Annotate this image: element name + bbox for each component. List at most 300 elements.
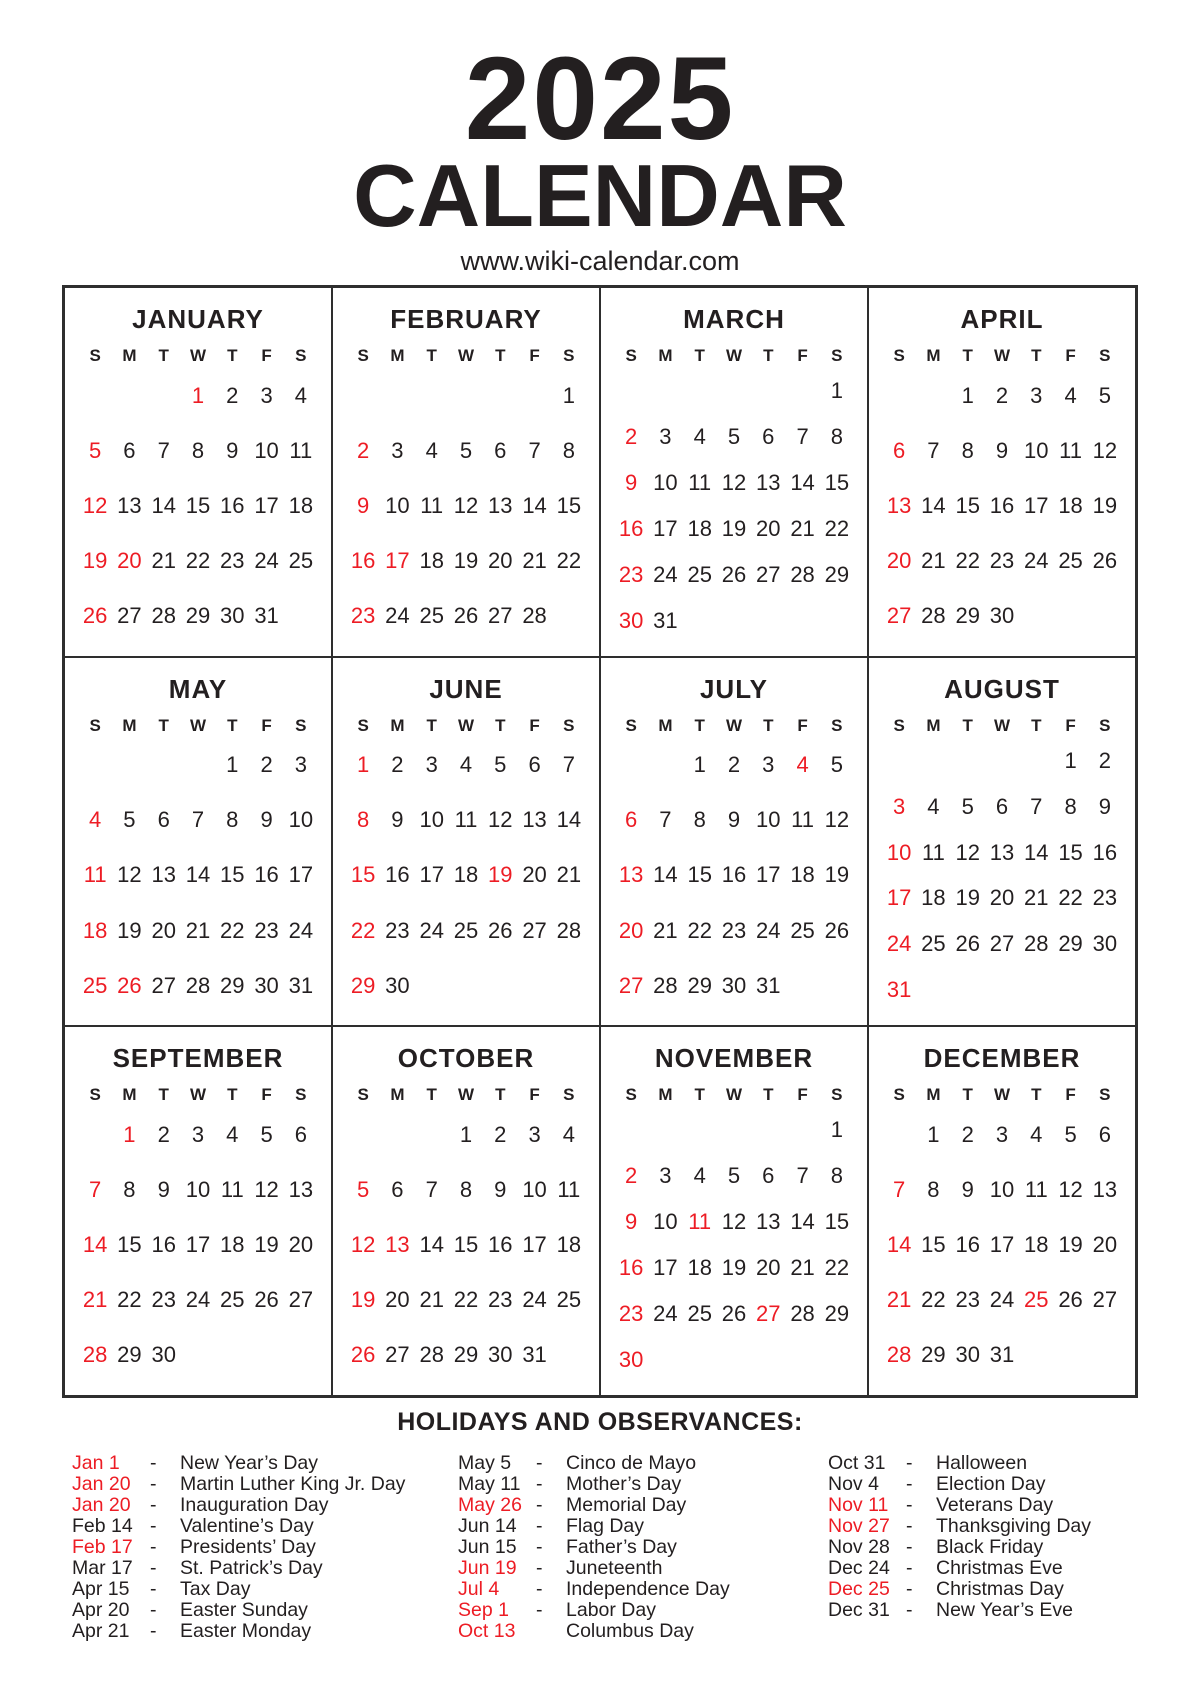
day-cell: 1	[927, 1121, 940, 1147]
holiday-date: Nov 27	[828, 1515, 890, 1537]
weekday-label: S	[357, 1085, 369, 1105]
weekday-label: M	[926, 1085, 941, 1105]
month-april	[868, 287, 1136, 657]
holiday-dash	[536, 1621, 566, 1642]
empty-day-cell	[916, 738, 950, 784]
empty-day-cell	[380, 1107, 414, 1162]
day-cell: 4	[294, 382, 307, 408]
day-cell: 17	[288, 862, 314, 888]
day-cell: 16	[220, 492, 245, 518]
holiday-date: Jul 4	[458, 1578, 500, 1600]
holiday-entry	[458, 1621, 828, 1642]
day-cell: 22	[453, 1287, 479, 1313]
day-cell: 8	[693, 807, 706, 833]
weekday-label: W	[457, 715, 475, 735]
day-cell: 10	[522, 1177, 547, 1203]
day-cell: 10	[653, 469, 678, 495]
empty-day-cell	[882, 1107, 916, 1162]
month-title: AUGUST	[944, 673, 1060, 704]
day-cell: 2	[391, 752, 404, 778]
day-cell: 8	[226, 807, 239, 833]
empty-day-cell	[415, 368, 449, 423]
weekday-label: S	[893, 715, 905, 735]
weekday-label: F	[1065, 1085, 1076, 1105]
weekday-label: S	[831, 715, 843, 735]
month-title: DECEMBER	[923, 1043, 1081, 1074]
day-cell: 24	[756, 917, 781, 943]
day-cell: 1	[191, 382, 205, 408]
day-cell: 2	[357, 437, 370, 463]
day-cell: 13	[117, 492, 142, 518]
day-cell: 28	[653, 972, 678, 998]
day-cell: 17	[886, 885, 912, 911]
day-cell: 15	[824, 1209, 850, 1235]
holiday-dash: -	[536, 1599, 543, 1621]
day-cell: 1	[459, 1121, 473, 1147]
day-cell: 20	[488, 547, 513, 573]
day-cell: 27	[989, 931, 1015, 957]
day-cell: 25	[1058, 547, 1083, 573]
day-cell: 28	[82, 1342, 108, 1368]
weekday-label: S	[893, 1085, 905, 1105]
day-cell: 29	[453, 1342, 479, 1368]
days-grid	[346, 738, 586, 1014]
day-cell: 19	[721, 515, 747, 541]
holiday-column	[828, 1453, 1200, 1642]
day-cell: 18	[82, 917, 108, 943]
day-cell: 14	[151, 492, 176, 518]
holiday-dash: -	[150, 1515, 157, 1537]
holiday-entry	[72, 1537, 458, 1558]
holiday-name: Easter Monday	[180, 1620, 312, 1642]
day-cell: 17	[254, 492, 279, 518]
month-june	[332, 657, 600, 1027]
holiday-entry	[72, 1474, 458, 1495]
day-cell: 30	[989, 603, 1015, 629]
day-cell: 5	[357, 1177, 370, 1203]
day-cell: 19	[488, 862, 513, 888]
day-cell: 18	[419, 547, 444, 573]
weekday-label: W	[189, 1085, 207, 1105]
weekday-label: F	[529, 346, 540, 365]
day-cell: 25	[687, 561, 712, 587]
day-cell: 5	[830, 752, 843, 778]
empty-day-cell	[985, 738, 1019, 784]
day-cell: 30	[220, 603, 245, 629]
holiday-entry	[458, 1558, 828, 1579]
day-cell: 16	[618, 1255, 644, 1281]
days-grid	[78, 368, 318, 644]
day-cell: 21	[921, 547, 946, 573]
holiday-date: Dec 31	[828, 1599, 890, 1621]
holiday-name: Father’s Day	[566, 1536, 677, 1558]
day-cell: 10	[989, 1177, 1015, 1203]
day-cell: 5	[1064, 1121, 1077, 1147]
weekday-label: T	[495, 715, 506, 735]
day-cell: 21	[790, 1255, 815, 1281]
holiday-name: New Year’s Day	[180, 1452, 319, 1474]
weekday-label: T	[694, 1085, 705, 1105]
day-cell: 7	[893, 1177, 906, 1203]
weekday-label: F	[1065, 715, 1076, 735]
month-august	[868, 657, 1136, 1027]
holiday-name: Black Friday	[936, 1536, 1044, 1558]
day-cell: 18	[556, 1232, 582, 1258]
holiday-name: Mother’s Day	[566, 1473, 682, 1495]
empty-day-cell	[517, 368, 551, 423]
day-cell: 19	[350, 1287, 376, 1313]
day-cell: 17	[385, 547, 410, 573]
day-cell: 10	[185, 1177, 211, 1203]
day-cell: 11	[1024, 1177, 1048, 1203]
holiday-dash: -	[906, 1515, 913, 1537]
day-cell: 30	[1092, 931, 1118, 957]
weekday-header-row	[78, 346, 318, 366]
website-url: www.wiki-calendar.com	[460, 245, 740, 276]
day-cell: 27	[1092, 1287, 1118, 1313]
holiday-dash: -	[536, 1452, 543, 1474]
day-cell: 3	[995, 1121, 1009, 1147]
day-cell: 20	[756, 1255, 781, 1281]
weekday-header-row	[78, 716, 318, 736]
day-cell: 22	[921, 1287, 946, 1313]
holiday-date: Jun 14	[458, 1515, 517, 1537]
day-cell: 30	[618, 1347, 644, 1372]
day-cell: 6	[625, 807, 638, 833]
day-cell: 30	[618, 607, 644, 633]
empty-day-cell	[346, 368, 380, 423]
holiday-date: Sep 1	[458, 1599, 509, 1621]
day-cell: 23	[721, 917, 747, 943]
month-march	[600, 287, 868, 657]
day-cell: 14	[790, 469, 815, 495]
day-cell: 17	[1024, 492, 1049, 518]
day-cell: 25	[220, 1287, 245, 1313]
day-cell: 10	[254, 437, 279, 463]
weekday-label: F	[529, 715, 540, 735]
holiday-date: Jun 15	[458, 1536, 517, 1558]
day-cell: 25	[288, 547, 314, 573]
day-cell: 10	[653, 1209, 678, 1235]
day-cell: 24	[989, 1287, 1015, 1313]
page-header	[0, 33, 1200, 277]
empty-day-cell	[1019, 738, 1053, 784]
month-title: JUNE	[429, 673, 503, 704]
holiday-date: Dec 24	[828, 1557, 890, 1579]
holiday-entry	[828, 1453, 1200, 1474]
holiday-name: St. Patrick’s Day	[180, 1557, 323, 1579]
holiday-date: Nov 28	[828, 1536, 890, 1558]
holiday-date: Feb 14	[72, 1515, 133, 1537]
day-cell: 13	[989, 839, 1015, 865]
weekday-label: T	[1031, 346, 1042, 365]
holiday-dash: -	[536, 1557, 543, 1579]
months-grid	[62, 285, 1138, 1398]
day-cell: 13	[488, 492, 513, 518]
month-title: JANUARY	[132, 304, 264, 334]
weekday-label: T	[694, 346, 705, 365]
day-cell: 24	[254, 547, 279, 573]
weekday-label: M	[122, 346, 137, 365]
day-cell: 31	[989, 1342, 1015, 1368]
holiday-dash: -	[906, 1494, 913, 1516]
day-cell: 20	[886, 547, 912, 573]
day-cell: 2	[157, 1121, 170, 1147]
day-cell: 7	[927, 437, 940, 463]
day-cell: 2	[961, 1121, 974, 1147]
holiday-date: Oct 13	[458, 1620, 516, 1642]
day-cell: 21	[1024, 885, 1049, 911]
holiday-name: Halloween	[936, 1452, 1028, 1474]
empty-day-cell	[415, 1107, 449, 1162]
month-november	[600, 1026, 868, 1396]
empty-day-cell	[717, 1107, 751, 1153]
holiday-date: Nov 11	[828, 1494, 889, 1516]
day-cell: 29	[117, 1342, 142, 1368]
month-february	[332, 287, 600, 657]
weekday-label: S	[1099, 1085, 1111, 1105]
month-title: SEPTEMBER	[112, 1043, 284, 1074]
holiday-dash: -	[536, 1536, 543, 1558]
day-cell: 17	[522, 1232, 547, 1258]
day-cell: 4	[89, 807, 102, 833]
day-cell: 11	[289, 437, 313, 463]
day-cell: 30	[721, 972, 747, 998]
day-cell: 3	[260, 382, 273, 408]
holiday-dash: -	[536, 1494, 543, 1516]
day-cell: 21	[82, 1287, 108, 1313]
weekday-label: S	[89, 1085, 101, 1105]
day-cell: 1	[830, 377, 843, 403]
day-cell: 19	[453, 547, 479, 573]
holiday-dash: -	[906, 1536, 913, 1558]
weekday-label: M	[658, 346, 673, 365]
weekday-label: S	[563, 1085, 575, 1105]
holiday-entry	[828, 1558, 1200, 1579]
holiday-date: Dec 25	[828, 1578, 890, 1600]
day-cell: 23	[1092, 885, 1118, 911]
day-cell: 29	[185, 603, 211, 629]
day-cell: 24	[419, 917, 444, 943]
days-grid	[78, 1107, 318, 1383]
day-cell: 16	[151, 1232, 176, 1258]
holiday-date: May 11	[458, 1473, 521, 1495]
day-cell: 24	[1024, 547, 1049, 573]
day-cell: 15	[1058, 839, 1083, 865]
holiday-name: Flag Day	[566, 1515, 645, 1537]
empty-day-cell	[78, 1107, 112, 1162]
weekday-label: S	[295, 1085, 307, 1105]
day-cell: 20	[1092, 1232, 1118, 1258]
month-title: NOVEMBER	[654, 1043, 814, 1074]
empty-day-cell	[147, 368, 181, 423]
holiday-entry	[72, 1495, 458, 1516]
day-cell: 9	[157, 1177, 170, 1203]
day-cell: 7	[562, 752, 575, 778]
day-cell: 3	[659, 423, 672, 449]
weekday-label: W	[457, 1085, 475, 1105]
empty-day-cell	[751, 1107, 785, 1153]
empty-day-cell	[785, 1107, 819, 1153]
day-cell: 10	[1024, 437, 1049, 463]
weekday-label: S	[89, 346, 101, 365]
day-cell: 16	[254, 862, 279, 888]
day-cell: 8	[961, 437, 974, 463]
day-cell: 11	[791, 807, 814, 833]
day-cell: 16	[385, 862, 410, 888]
day-cell: 12	[1058, 1177, 1083, 1203]
month-may	[64, 657, 332, 1027]
day-cell: 7	[1030, 793, 1043, 819]
day-cell: 2	[625, 423, 638, 449]
holiday-entry	[828, 1474, 1200, 1495]
day-cell: 12	[350, 1232, 376, 1258]
holiday-entry	[828, 1495, 1200, 1516]
day-cell: 28	[886, 1342, 912, 1368]
holiday-column	[458, 1453, 828, 1642]
days-grid	[882, 1107, 1122, 1383]
day-cell: 2	[260, 752, 273, 778]
empty-day-cell	[751, 368, 785, 414]
day-cell: 26	[488, 917, 513, 943]
day-cell: 27	[886, 603, 912, 629]
day-cell: 12	[824, 807, 850, 833]
day-cell: 14	[419, 1232, 444, 1258]
day-cell: 25	[82, 972, 108, 998]
holiday-date: Jan 20	[72, 1494, 131, 1516]
day-cell: 5	[260, 1121, 273, 1147]
day-cell: 24	[653, 1301, 678, 1327]
weekday-label: M	[926, 346, 941, 365]
empty-day-cell	[648, 1107, 682, 1153]
holiday-entry	[458, 1474, 828, 1495]
day-cell: 17	[989, 1232, 1015, 1258]
day-cell: 11	[420, 492, 444, 518]
day-cell: 29	[824, 561, 850, 587]
day-cell: 8	[830, 423, 843, 449]
day-cell: 27	[488, 603, 513, 629]
holiday-entry	[72, 1516, 458, 1537]
day-cell: 20	[756, 515, 781, 541]
day-cell: 24	[288, 917, 314, 943]
empty-day-cell	[614, 1107, 648, 1153]
weekday-label: T	[763, 1085, 774, 1105]
day-cell: 9	[226, 437, 239, 463]
day-cell: 9	[357, 492, 370, 518]
day-cell: 27	[288, 1287, 314, 1313]
weekday-header-row	[614, 346, 854, 366]
day-cell: 15	[117, 1232, 142, 1258]
holiday-date: May 5	[458, 1452, 512, 1474]
holiday-date: Oct 31	[828, 1452, 886, 1474]
holiday-name: Memorial Day	[566, 1494, 687, 1516]
day-cell: 30	[488, 1342, 513, 1368]
day-cell: 19	[721, 1255, 747, 1281]
weekday-label: M	[122, 715, 137, 735]
weekday-label: W	[725, 715, 743, 735]
holiday-entry	[458, 1516, 828, 1537]
day-cell: 26	[453, 603, 479, 629]
day-cell: 3	[425, 752, 438, 778]
day-cell: 18	[921, 885, 946, 911]
holidays-section	[0, 1408, 1200, 1642]
day-cell: 1	[123, 1121, 136, 1147]
weekday-header-row	[614, 1085, 854, 1105]
day-cell: 22	[824, 515, 850, 541]
day-cell: 19	[82, 547, 108, 573]
weekday-label: W	[189, 346, 207, 365]
weekday-label: T	[495, 1085, 506, 1105]
days-grid	[614, 368, 854, 644]
day-cell: 1	[226, 752, 239, 778]
holiday-date: Apr 20	[72, 1599, 130, 1621]
day-cell: 5	[727, 1163, 741, 1189]
day-cell: 25	[1024, 1287, 1049, 1313]
day-cell: 8	[357, 807, 370, 833]
weekday-label: F	[529, 1085, 540, 1105]
day-cell: 16	[350, 547, 376, 573]
day-cell: 29	[220, 972, 245, 998]
holiday-entry	[828, 1537, 1200, 1558]
day-cell: 18	[687, 515, 712, 541]
day-cell: 15	[955, 492, 980, 518]
day-cell: 28	[419, 1342, 444, 1368]
day-cell: 22	[687, 917, 712, 943]
weekday-label: S	[1099, 715, 1111, 735]
day-cell: 9	[961, 1177, 974, 1203]
holiday-dash: -	[150, 1620, 157, 1642]
weekday-label: T	[1031, 715, 1042, 735]
day-cell: 31	[254, 603, 279, 629]
day-cell: 3	[294, 752, 307, 778]
day-cell: 6	[157, 807, 170, 833]
empty-day-cell	[78, 368, 112, 423]
day-cell: 14	[790, 1209, 815, 1235]
day-cell: 20	[117, 547, 142, 573]
day-cell: 23	[618, 561, 644, 587]
day-cell: 2	[727, 752, 741, 778]
weekday-label: F	[1065, 346, 1076, 365]
day-cell: 12	[721, 469, 747, 495]
day-cell: 15	[556, 492, 582, 518]
day-cell: 27	[756, 561, 781, 587]
day-cell: 11	[454, 807, 478, 833]
holiday-columns	[72, 1453, 1200, 1642]
day-cell: 20	[151, 917, 176, 943]
day-cell: 22	[556, 547, 582, 573]
weekday-header-row	[78, 1085, 318, 1105]
day-cell: 15	[185, 492, 211, 518]
day-cell: 18	[220, 1232, 245, 1258]
holiday-entry	[458, 1537, 828, 1558]
month-title: JULY	[699, 673, 769, 704]
day-cell: 6	[294, 1121, 307, 1147]
day-cell: 12	[488, 807, 513, 833]
day-cell: 27	[117, 603, 142, 629]
weekday-label: M	[390, 346, 405, 365]
day-cell: 12	[254, 1177, 279, 1203]
holiday-date: May 26	[458, 1494, 522, 1516]
weekday-header-row	[346, 346, 586, 366]
empty-day-cell	[916, 368, 950, 423]
day-cell: 18	[1024, 1232, 1049, 1258]
weekday-label: W	[993, 1085, 1011, 1105]
day-cell: 30	[254, 972, 279, 998]
day-cell: 31	[756, 972, 781, 998]
weekday-label: F	[261, 715, 272, 735]
holiday-name: Martin Luther King Jr. Day	[180, 1473, 406, 1495]
day-cell: 20	[618, 917, 644, 943]
